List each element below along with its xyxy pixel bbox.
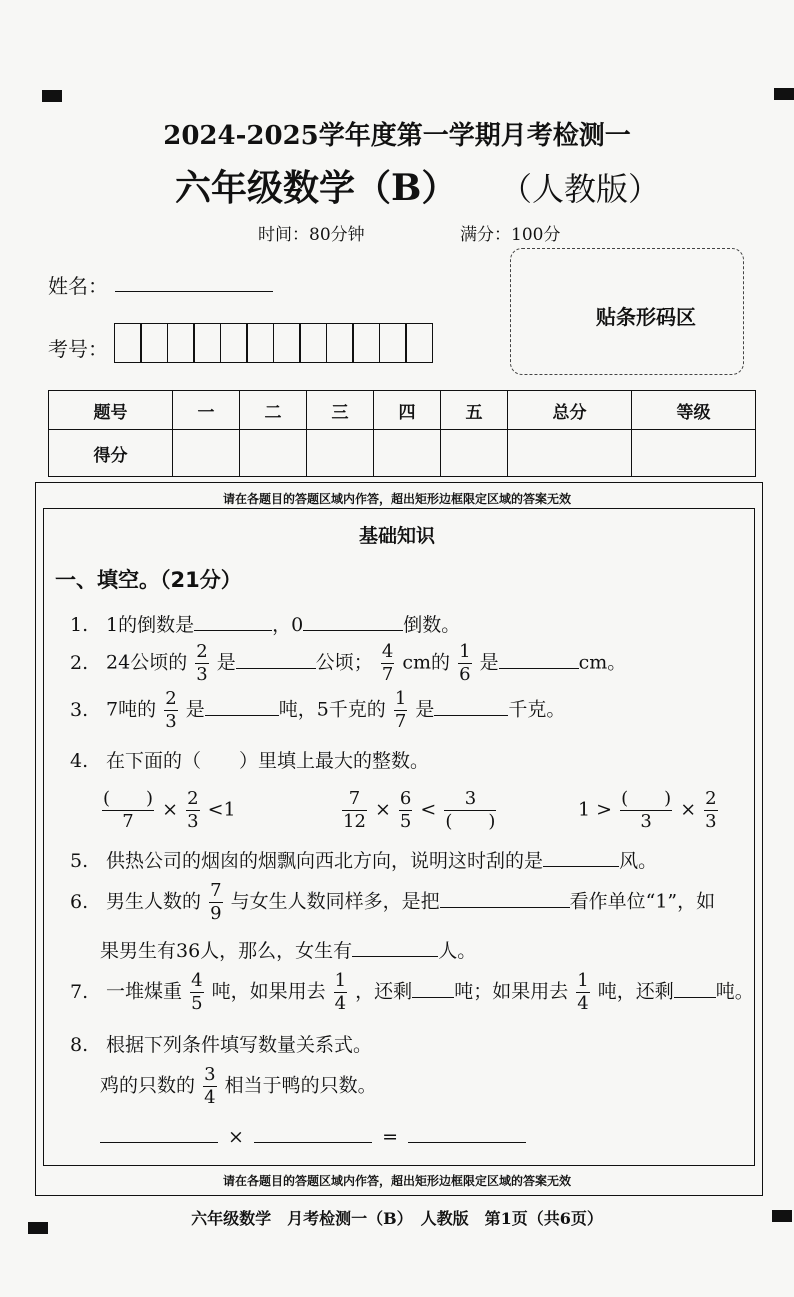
question-text: 鸡的只数的 <box>100 1074 196 1097</box>
blank-parens[interactable]: ( ) <box>621 788 672 809</box>
score-table-score-row <box>49 430 756 477</box>
question-text: 是 <box>216 651 236 674</box>
answer-blank[interactable] <box>194 612 272 631</box>
question-number: 6. <box>70 890 89 913</box>
id-digit-box[interactable] <box>405 323 433 363</box>
id-digit-box[interactable] <box>273 323 301 363</box>
fraction <box>394 690 407 731</box>
score-header-cell: 等级 <box>631 391 755 430</box>
operator: = <box>382 1126 398 1148</box>
fraction <box>102 790 154 831</box>
numerator: 7 <box>348 788 361 809</box>
answer-blank[interactable] <box>408 1124 526 1143</box>
numerator: 2 <box>705 788 717 809</box>
question-text: cm。 <box>578 651 627 674</box>
question-3 <box>70 690 565 731</box>
denominator: 3 <box>187 811 199 832</box>
denominator: 4 <box>577 993 589 1014</box>
denominator: 3 <box>705 811 717 832</box>
fraction <box>444 790 496 831</box>
relation: <1 <box>207 798 236 821</box>
id-digit-box[interactable] <box>167 323 195 363</box>
denominator: 12 <box>343 811 366 832</box>
answer-blank[interactable] <box>499 650 579 669</box>
score-cell[interactable] <box>631 430 755 477</box>
question-text: 与女生人数同样多，是把 <box>230 890 440 913</box>
blank-parens[interactable]: ( ) <box>103 788 154 809</box>
id-digit-box[interactable] <box>220 323 248 363</box>
q4-expression-1 <box>100 790 236 831</box>
denominator: 7 <box>381 664 394 685</box>
denominator: 9 <box>210 903 222 924</box>
barcode-label: 贴条形码区 <box>596 305 696 329</box>
score-cell[interactable] <box>507 430 631 477</box>
question-1 <box>70 610 460 637</box>
question-6-line-2 <box>100 936 476 963</box>
exam-year-title: 2024-2025学年度第一学期月考检测一 <box>163 121 631 151</box>
question-number: 3. <box>70 698 89 721</box>
page-footer: 六年级数学 月考检测一（B） 人教版 第1页（共6页） <box>191 1209 603 1228</box>
question-text: 吨。 <box>715 980 754 1003</box>
denominator: 3 <box>165 711 177 732</box>
question-text: 吨，5千克的 <box>278 698 386 721</box>
question-text: 吨；如果用去 <box>454 980 569 1003</box>
numerator: 6 <box>399 788 412 809</box>
numerator: 3 <box>204 1064 216 1085</box>
question-text: 倒数。 <box>403 614 461 636</box>
fraction <box>195 643 208 684</box>
score-row-label: 得分 <box>49 430 173 477</box>
registration-mark-top-right <box>774 88 794 100</box>
answer-area-notice-top: 请在各题目的答题区域内作答，超出矩形边框限定区域的答案无效 <box>222 492 571 506</box>
score-cell[interactable] <box>306 430 373 477</box>
registration-mark-top-left <box>42 90 62 102</box>
score-header-cell: 一 <box>172 391 239 430</box>
name-label: 姓名： <box>48 274 108 298</box>
question-text: 是 <box>415 698 435 721</box>
question-text: 人。 <box>438 940 477 962</box>
fraction <box>458 643 471 684</box>
answer-blank[interactable] <box>100 1124 218 1143</box>
numerator: 1 <box>577 970 589 991</box>
question-text: 供热公司的烟囱的烟飘向西北方向，说明这时刮的是 <box>106 850 544 872</box>
answer-blank[interactable] <box>303 612 403 631</box>
relation: 1 > <box>578 798 613 821</box>
question-8-condition <box>100 1066 377 1107</box>
exam-id-label: 考号： <box>48 337 108 361</box>
score-header-cell: 题号 <box>49 391 173 430</box>
numerator: 2 <box>187 788 199 809</box>
score-cell[interactable] <box>440 430 507 477</box>
question-number: 7. <box>70 980 89 1003</box>
denominator: 7 <box>122 811 134 832</box>
question-text: 公顷； <box>315 651 373 674</box>
numerator: 1 <box>394 688 407 709</box>
question-text: 吨，还剩 <box>597 980 674 1003</box>
id-digit-box[interactable] <box>140 323 168 363</box>
numerator: 4 <box>381 641 394 662</box>
question-text: cm的 <box>402 651 451 674</box>
barcode-area <box>510 248 744 375</box>
score-cell[interactable] <box>239 430 306 477</box>
score-header-cell: 五 <box>440 391 507 430</box>
question-number: 4. <box>70 750 89 772</box>
denominator: 3 <box>196 664 208 685</box>
question-text: 相当于鸭的只数。 <box>224 1074 377 1097</box>
fraction <box>203 1066 216 1107</box>
answer-blank[interactable] <box>412 979 454 998</box>
numerator: 7 <box>210 880 222 901</box>
answer-blank[interactable] <box>434 697 508 716</box>
question-5 <box>70 846 657 873</box>
q4-expression-3 <box>578 790 720 831</box>
numerator: 3 <box>464 788 477 809</box>
operator: × <box>228 1126 244 1148</box>
question-text: 风。 <box>619 850 658 872</box>
question-text: ，还剩 <box>355 980 413 1003</box>
fraction <box>704 790 717 831</box>
q4-expression-2 <box>340 790 498 831</box>
exam-main-title <box>175 160 660 211</box>
question-number: 5. <box>70 850 89 872</box>
fraction <box>576 972 589 1013</box>
denominator: 5 <box>191 993 203 1014</box>
denominator: 6 <box>459 664 471 685</box>
fraction <box>342 790 367 831</box>
denominator: 3 <box>640 811 652 832</box>
score-header-cell: 四 <box>373 391 440 430</box>
question-2 <box>70 643 626 684</box>
question-text: 24公顷的 <box>106 651 188 674</box>
answer-blank[interactable] <box>236 650 316 669</box>
fraction <box>399 790 412 831</box>
exam-id-boxes[interactable] <box>115 323 433 363</box>
question-text: 是 <box>185 698 205 721</box>
numerator: 1 <box>459 641 471 662</box>
fraction <box>620 790 672 831</box>
denominator: 5 <box>399 811 412 832</box>
question-text: 一堆煤重 <box>106 980 183 1003</box>
section-title: 基础知识 <box>358 525 435 547</box>
question-text: ，0 <box>272 614 304 636</box>
fraction <box>209 882 222 923</box>
exam-full-score: 满分：100分 <box>460 225 561 245</box>
question-text: 看作单位“1”，如 <box>569 890 716 913</box>
question-text: 是 <box>479 651 499 674</box>
id-digit-box[interactable] <box>299 323 327 363</box>
question-text: 果男生有36人，那么，女生有 <box>100 940 353 962</box>
denominator: 4 <box>204 1087 216 1108</box>
question-4 <box>70 746 429 773</box>
score-header-cell: 总分 <box>507 391 631 430</box>
relation: < <box>420 798 437 821</box>
id-digit-box[interactable] <box>352 323 380 363</box>
numerator: 2 <box>165 688 177 709</box>
operator: × <box>162 798 179 821</box>
denominator: 4 <box>334 993 347 1014</box>
question-text: 根据下列条件填写数量关系式。 <box>106 1034 373 1056</box>
answer-area-notice-bottom: 请在各题目的答题区域内作答，超出矩形边框限定区域的答案无效 <box>222 1174 571 1188</box>
numerator: 1 <box>334 970 347 991</box>
question-text: 男生人数的 <box>106 890 202 913</box>
score-cell[interactable] <box>373 430 440 477</box>
score-header-cell: 三 <box>306 391 373 430</box>
name-field[interactable] <box>115 291 273 292</box>
id-digit-box[interactable] <box>379 323 407 363</box>
answer-blank[interactable] <box>543 848 619 867</box>
question-number: 1. <box>70 614 89 636</box>
fraction <box>334 972 347 1013</box>
answer-blank[interactable] <box>205 697 279 716</box>
edition-label: （人教版） <box>499 170 660 208</box>
question-text: 千克。 <box>508 698 566 721</box>
fraction <box>186 790 199 831</box>
id-digit-box[interactable] <box>246 323 274 363</box>
question-text: 7吨的 <box>106 698 157 721</box>
operator: × <box>374 798 391 821</box>
question-number: 8. <box>70 1034 89 1056</box>
question-6 <box>70 882 715 923</box>
question-text: 在下面的（ ）里填上最大的整数。 <box>106 750 430 772</box>
question-text: 1的倒数是 <box>106 614 195 636</box>
numerator: 4 <box>191 970 203 991</box>
question-8 <box>70 1030 372 1057</box>
denominator: 7 <box>394 711 407 732</box>
subject-title: 六年级数学（B） <box>175 167 458 209</box>
operator: × <box>680 798 697 821</box>
id-digit-box[interactable] <box>326 323 354 363</box>
numerator: 2 <box>196 641 208 662</box>
answer-blank[interactable] <box>440 889 570 908</box>
id-digit-box[interactable] <box>193 323 221 363</box>
part1-title: 一、填空。（21分） <box>55 568 242 592</box>
score-table <box>48 390 756 477</box>
id-digit-box[interactable] <box>114 323 142 363</box>
score-cell[interactable] <box>172 430 239 477</box>
question-text: 吨，如果用去 <box>211 980 326 1003</box>
answer-blank[interactable] <box>674 979 716 998</box>
exam-time: 时间：80分钟 <box>258 225 365 245</box>
answer-blank[interactable] <box>254 1124 372 1143</box>
question-number: 2. <box>70 651 89 674</box>
question-8-relation <box>100 1124 526 1148</box>
blank-parens[interactable]: ( ) <box>445 811 496 832</box>
answer-blank[interactable] <box>352 938 438 957</box>
score-table-header-row <box>49 391 756 430</box>
fraction <box>381 643 394 684</box>
fraction <box>164 690 177 731</box>
question-7 <box>70 972 754 1013</box>
fraction <box>190 972 203 1013</box>
score-header-cell: 二 <box>239 391 306 430</box>
